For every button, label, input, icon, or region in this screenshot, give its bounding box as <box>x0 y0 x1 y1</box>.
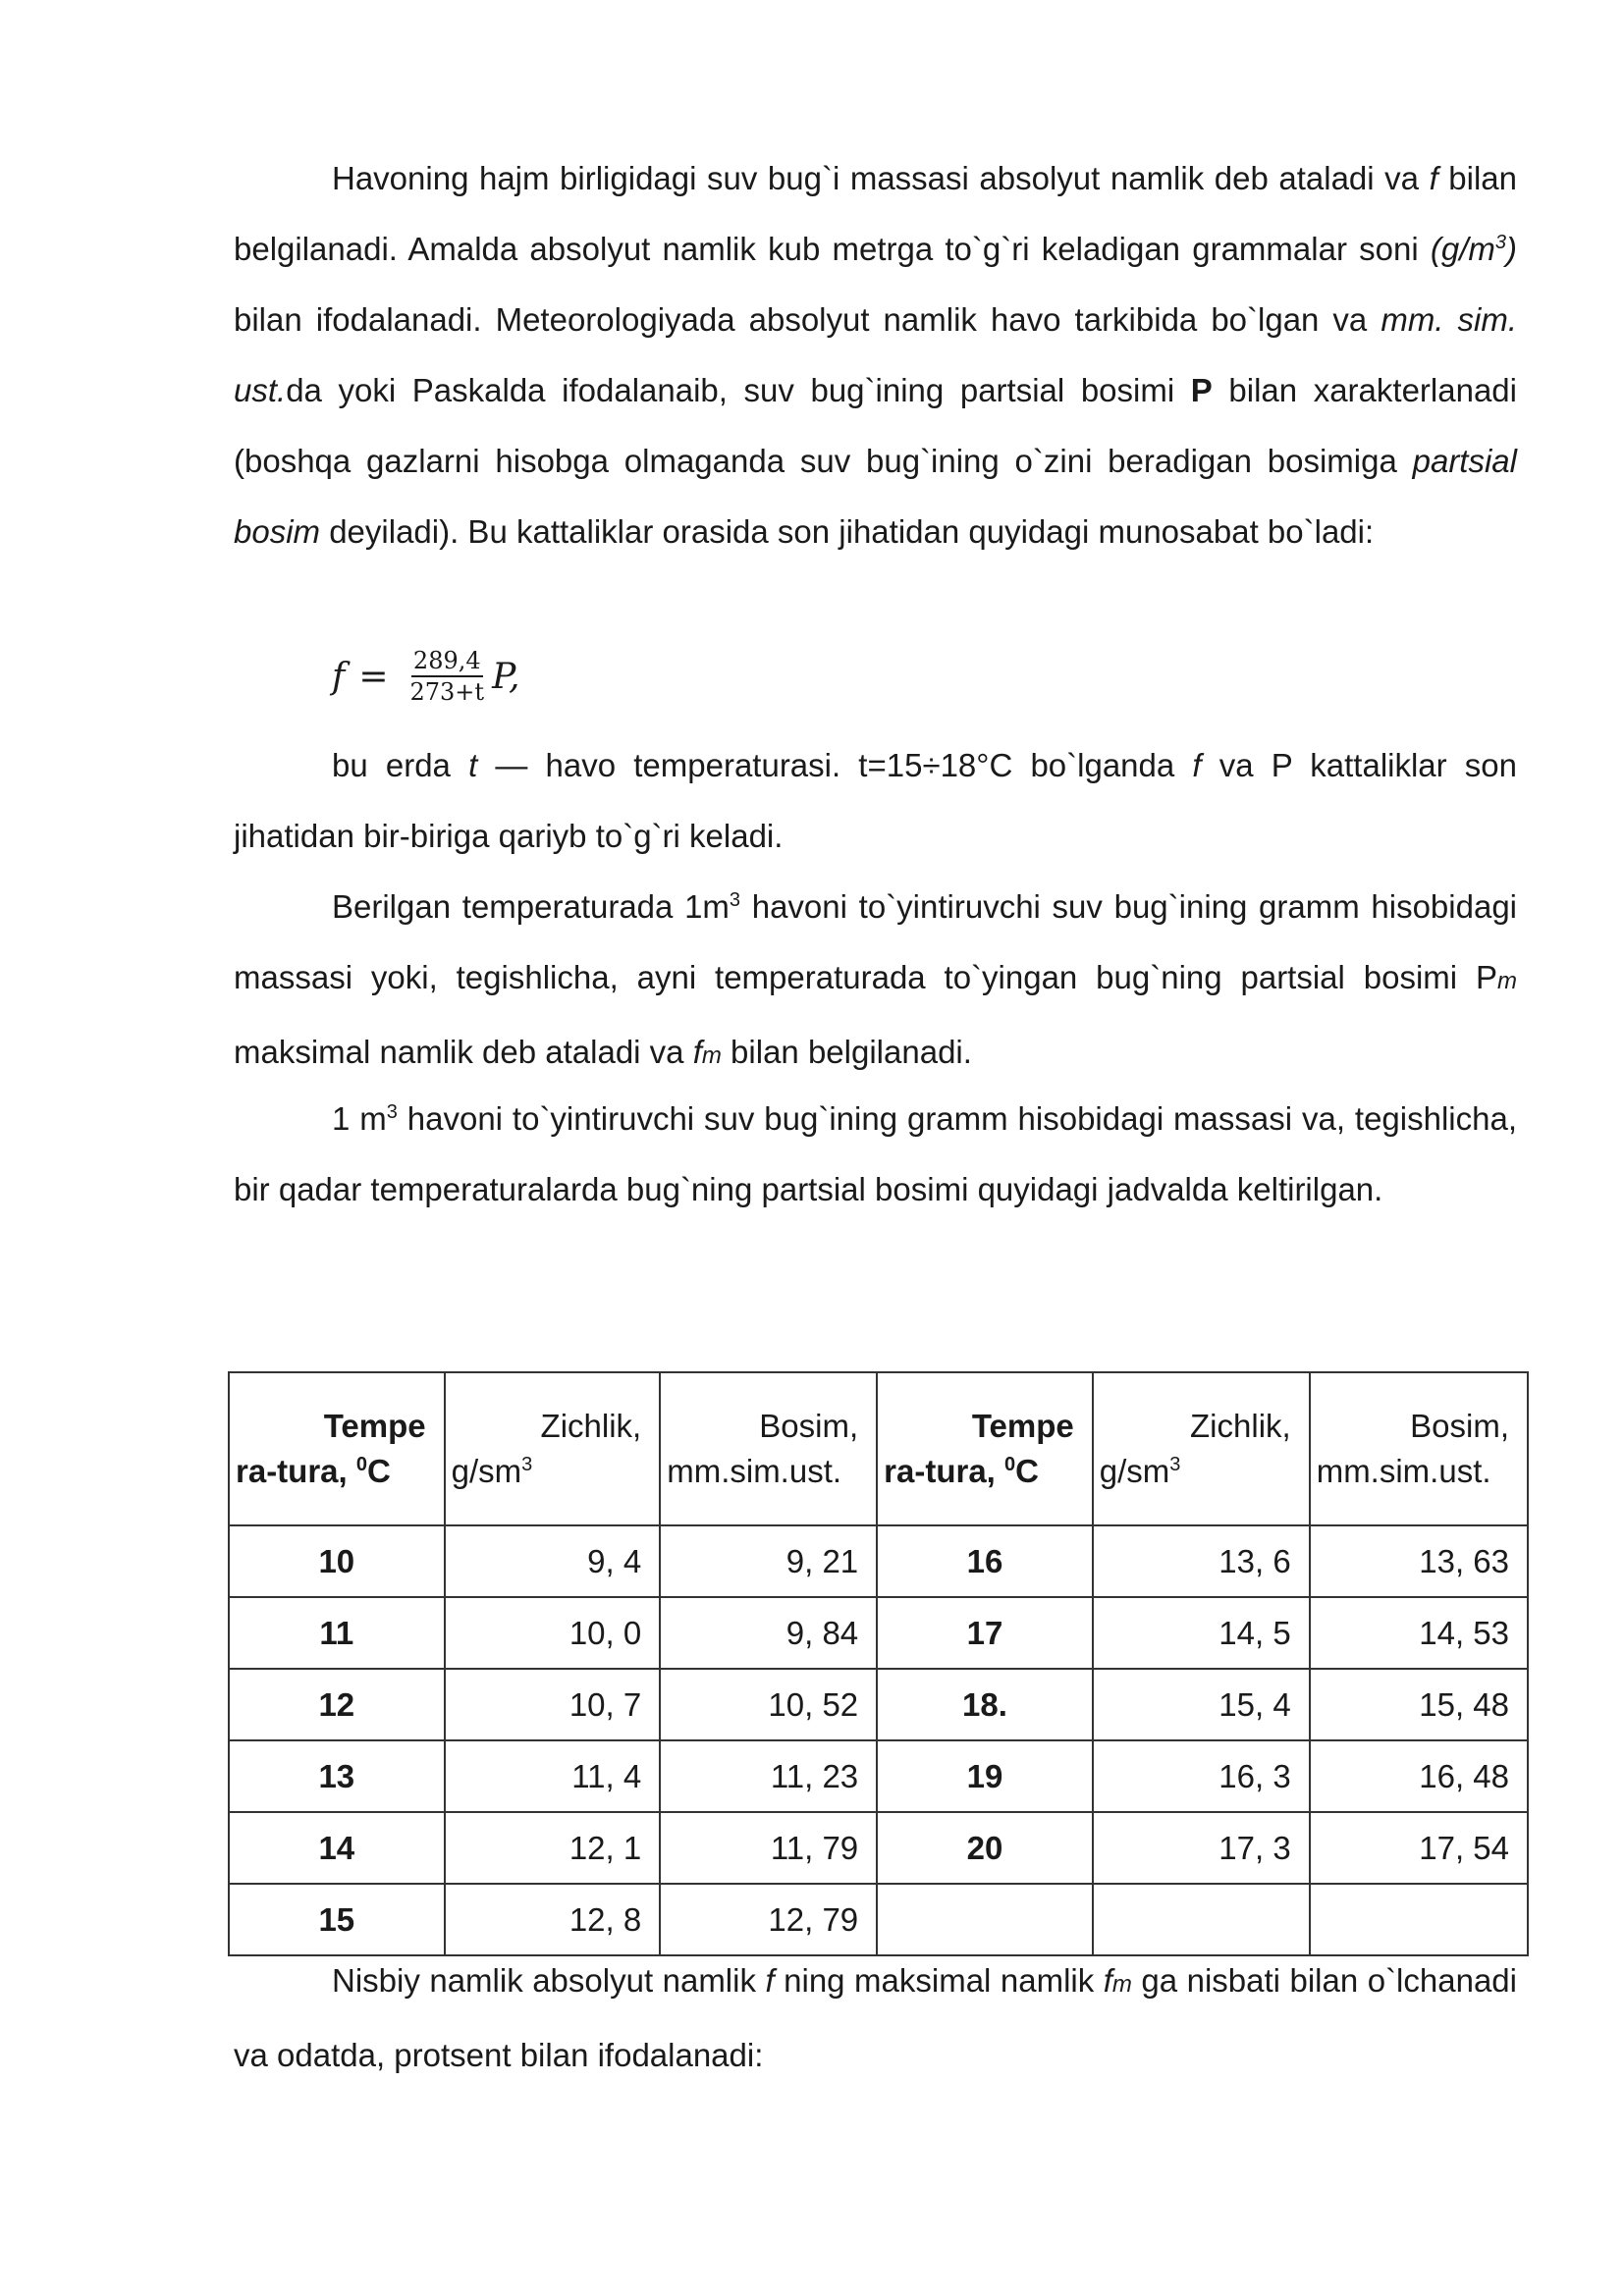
table-cell: 19 <box>877 1740 1093 1812</box>
table-row <box>229 1525 1528 1597</box>
paragraph-maximum-humidity <box>234 872 1517 1092</box>
text: deyiladi). Bu kattaliklar orasida son jihatidan quyidagi munosabat bo`ladi: <box>320 513 1375 550</box>
table-cell: 12 <box>229 1669 445 1740</box>
table-cell: 15, 4 <box>1093 1669 1310 1740</box>
table-cell: 13, 6 <box>1093 1525 1310 1597</box>
unit-g-m3 <box>1431 231 1517 267</box>
header-part: g/sm <box>1099 1453 1170 1489</box>
table-cell: 11, 79 <box>660 1812 877 1884</box>
table-cell: 16, 3 <box>1093 1740 1310 1812</box>
text: bilan belgilanadi. <box>721 1034 972 1070</box>
text: Nisbiy namlik absolyut namlik <box>332 1962 766 1999</box>
table-cell: 17, 3 <box>1093 1812 1310 1884</box>
formula-lhs: f <box>332 656 346 697</box>
table-cell: 13 <box>229 1740 445 1812</box>
superscript: 0 <box>355 1454 367 1475</box>
table-cell: 15 <box>229 1884 445 1955</box>
text: ning maksimal namlik <box>774 1962 1104 1999</box>
header-text <box>884 1449 1074 1494</box>
table-row <box>229 1812 1528 1884</box>
text: Havoning hajm birligidagi suv bug`i massasi absolyut namlik deb ataladi va <box>332 160 1430 196</box>
text: havoni to`yintiruvchi suv bug`ining gramm hisobidagi massasi va, tegishlicha, bir qadar temperaturalarda bug`ning partsial bosimi quyidagi jadvalda keltirilgan. <box>234 1100 1517 1207</box>
header-part: ra-tura, <box>884 1453 1005 1489</box>
table-cell: 11 <box>229 1597 445 1669</box>
superscript: 3 <box>1494 232 1506 253</box>
text: va P kattaliklar son jihatidan bir-biriga qariyb to`g`ri keladi. <box>234 747 1518 854</box>
formula-denominator: 273+t <box>409 678 485 706</box>
text: Berilgan temperaturada 1m <box>332 888 730 925</box>
humidity-table <box>228 1371 1529 1956</box>
header-text <box>1100 1449 1291 1494</box>
table-row <box>229 1597 1528 1669</box>
header-part: C <box>1015 1453 1039 1489</box>
header-text: Bosim, <box>1410 1408 1509 1444</box>
table-cell: 12, 79 <box>660 1884 877 1955</box>
text: bilan ifodalanadi. Meteorologiyada absolyut namlik havo tarkibida bo`lgan va <box>234 301 1381 338</box>
table-cell: 10, 52 <box>660 1669 877 1740</box>
table-cell: 15, 48 <box>1310 1669 1528 1740</box>
table-cell: 17, 54 <box>1310 1812 1528 1884</box>
text: bilan xarakterlanadi (boshqa gazlarni hisobga olmaganda suv bug`ining o`zini beradigan bosimiga <box>234 372 1517 479</box>
header-text: mm.sim.ust. <box>667 1453 842 1489</box>
table-cell: 13, 63 <box>1310 1525 1528 1597</box>
symbol-f: f <box>1192 747 1202 783</box>
table-cell: 17 <box>877 1597 1093 1669</box>
table-header-row <box>229 1372 1528 1525</box>
table-cell: 11, 4 <box>445 1740 661 1812</box>
text: ga nisbati bilan o`lchanadi va odatda, protsent bilan ifodalanadi: <box>234 1962 1517 2073</box>
header-part: C <box>367 1453 391 1489</box>
superscript: 0 <box>1004 1454 1016 1475</box>
subscript-m: m <box>1111 1971 1132 1998</box>
symbol-f: f <box>692 1034 702 1070</box>
text: da yoki Paskalda ifodalanaib, suv bug`ining partsial bosimi <box>286 372 1191 408</box>
term-partsial-bosim: partsial bosim <box>234 443 1517 550</box>
superscript: 3 <box>521 1454 533 1475</box>
header-text: Bosim, <box>759 1408 859 1444</box>
unit-part: (g/m <box>1430 231 1495 267</box>
symbol-t: t <box>468 747 478 783</box>
superscript: 3 <box>1169 1454 1181 1475</box>
table-cell: 14 <box>229 1812 445 1884</box>
header-density <box>1093 1372 1310 1525</box>
paragraph-relative-humidity <box>234 1946 1517 2091</box>
header-text: Zichlik, <box>540 1408 642 1444</box>
table-cell: 12, 8 <box>445 1884 661 1955</box>
header-text <box>452 1449 642 1494</box>
text: bilan belgilanadi. Amalda absolyut namlik kub metrga to`g`ri keladigan grammalar soni <box>234 160 1518 267</box>
header-pressure <box>1310 1372 1528 1525</box>
unit-part: ) <box>1506 231 1517 267</box>
formula-rhs: P, <box>492 656 520 697</box>
table-row <box>229 1669 1528 1740</box>
table-cell: 11, 23 <box>660 1740 877 1812</box>
superscript: 3 <box>386 1101 398 1123</box>
header-part: ra-tura, <box>236 1453 356 1489</box>
header-text: Zichlik, <box>1190 1408 1291 1444</box>
symbol-f: f <box>1103 1962 1112 1999</box>
formula-equals: = <box>358 656 389 697</box>
formula-numerator: 289,4 <box>411 646 483 677</box>
table-cell: 18. <box>877 1669 1093 1740</box>
header-text: mm.sim.ust. <box>1316 1453 1491 1489</box>
table-cell: 16, 48 <box>1310 1740 1528 1812</box>
header-text: Tempe <box>323 1408 426 1444</box>
unit-mm-sim-ust: mm. sim. ust. <box>234 301 1517 408</box>
table-cell: 14, 53 <box>1310 1597 1528 1669</box>
table-cell: 10, 0 <box>445 1597 661 1669</box>
text: 1 m <box>332 1100 387 1137</box>
header-text <box>236 1449 426 1494</box>
header-part: g/sm <box>451 1453 522 1489</box>
header-pressure <box>660 1372 877 1525</box>
table-cell: 9, 84 <box>660 1597 877 1669</box>
text: — havo temperaturasi. t=15÷18°C bo`lganda <box>477 747 1193 783</box>
subscript-m: m <box>1497 968 1517 994</box>
paragraph-where <box>234 730 1517 872</box>
table-cell: 9, 21 <box>660 1525 877 1597</box>
table-cell: 20 <box>877 1812 1093 1884</box>
header-temperature <box>229 1372 445 1525</box>
header-text: Tempe <box>971 1408 1074 1444</box>
symbol-f: f <box>765 1962 775 1999</box>
symbol-f: f <box>1429 160 1438 196</box>
text: havoni to`yintiruvchi suv bug`ining gramm hisobidagi massasi yoki, tegishlicha, ayni temperaturada to`yingan bug`ning partsial bosimi P <box>234 888 1518 995</box>
table-row <box>229 1740 1528 1812</box>
header-temperature <box>877 1372 1093 1525</box>
paragraph-absolute-humidity <box>234 143 1517 567</box>
text: maksimal namlik deb ataladi va <box>234 1034 693 1070</box>
superscript: 3 <box>729 889 741 911</box>
formula <box>332 646 519 707</box>
table-cell: 9, 4 <box>445 1525 661 1597</box>
formula-fraction <box>408 646 487 707</box>
table-cell: 10, 7 <box>445 1669 661 1740</box>
table-cell: 14, 5 <box>1093 1597 1310 1669</box>
table-cell: 10 <box>229 1525 445 1597</box>
symbol-P: P <box>1190 372 1213 408</box>
subscript-m: m <box>701 1042 722 1069</box>
text: bu erda <box>332 747 469 783</box>
table-cell: 12, 1 <box>445 1812 661 1884</box>
header-density <box>445 1372 661 1525</box>
paragraph-table-intro <box>234 1084 1517 1225</box>
table-cell: 16 <box>877 1525 1093 1597</box>
